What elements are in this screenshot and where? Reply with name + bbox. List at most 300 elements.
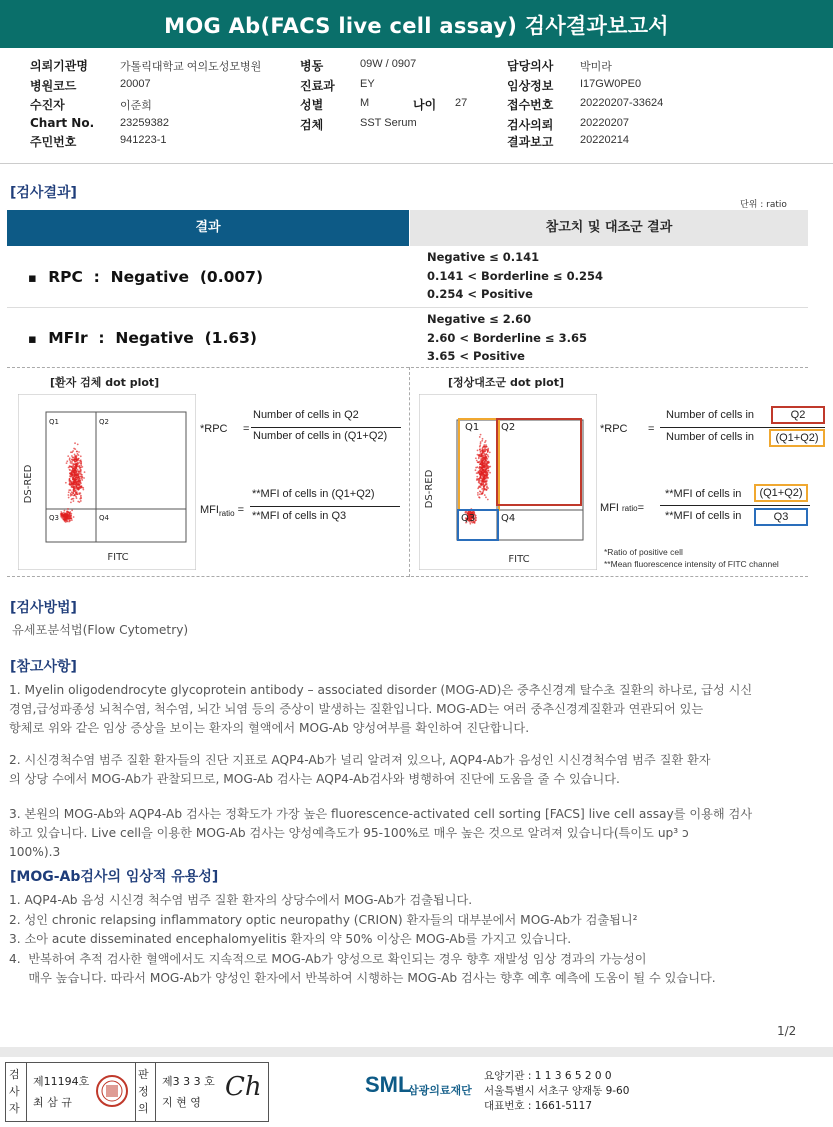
cell-dot (487, 470, 489, 472)
cell-dot (483, 457, 485, 459)
cell-dot (80, 495, 82, 497)
ctrl-rpc-numerator: Number of cells in (666, 409, 755, 421)
method-text: 유세포분석법(Flow Cytometry) (12, 623, 189, 637)
info-value: 박미라 (580, 61, 612, 73)
cell-dot (475, 467, 477, 469)
cell-dot (84, 471, 86, 473)
cell-dot (76, 497, 78, 499)
cell-dot (80, 500, 82, 502)
cell-dot (486, 485, 488, 487)
cell-dot (68, 491, 70, 493)
info-label: 검사의뢰 (507, 118, 554, 132)
cell-dot (476, 472, 478, 474)
info-label: 담당의사 (507, 59, 554, 73)
info-value: 09W / 0907 (360, 58, 417, 70)
cell-dot (486, 463, 488, 465)
info-label: 병원코드 (30, 79, 77, 93)
cell-dot (66, 517, 68, 519)
fraction-line (250, 506, 400, 507)
cell-dot (79, 465, 81, 467)
cell-dot (75, 461, 77, 463)
cell-dot (78, 492, 80, 494)
info-value: 941223-1 (120, 134, 167, 146)
cell-dot (71, 483, 73, 485)
cell-dot (65, 482, 67, 484)
cell-dot (485, 483, 487, 485)
cell-dot (482, 492, 484, 494)
cell-dot (489, 451, 491, 453)
cell-dot (484, 447, 486, 449)
cell-dot (69, 518, 71, 520)
cell-dot (74, 453, 76, 455)
note-ratio: *Ratio of positive cell (604, 547, 683, 557)
cell-dot (75, 456, 77, 458)
cell-dot (80, 455, 82, 457)
unit-label: 단위 : ratio (740, 200, 787, 210)
divider (7, 307, 808, 308)
address: 요양기관 : 1 1 3 6 5 2 0 0 서울특별시 서초구 양재동 9-60 대표번호 : 1661-5117 (484, 1070, 630, 1112)
cell-dot (69, 478, 71, 480)
notes-paragraph-2: 2. 시신경척수염 범주 질환 환자들의 진단 지표로 AQP4-Ab가 널리 알려져 있으나, AQP4-Ab가 음성인 시신경척수염 범주 질환 환자 의 상당 수에서 MOG-Ab가 관찰되므로, MOG-Ab 검사는 AQP4-Ab검사와 병행하여 진단에 도움을 줄 수 있습니다. (9, 753, 711, 786)
x-axis-label: FITC (107, 552, 129, 563)
fraction-line (660, 427, 825, 428)
cell-dot (480, 434, 482, 436)
cell-dot (487, 458, 489, 460)
cell-dot (481, 440, 483, 442)
cell-dot (71, 470, 73, 472)
cell-dot (482, 476, 484, 478)
cell-dot (483, 471, 485, 473)
info-value: 20220207-33624 (580, 97, 664, 109)
cell-dot (484, 480, 486, 482)
cell-dot (63, 514, 65, 516)
cell-dot (479, 463, 481, 465)
cell-dot (477, 449, 479, 451)
cell-dot (70, 514, 72, 516)
cell-dot (75, 485, 77, 487)
cell-dot (479, 497, 481, 499)
cell-dot (479, 436, 481, 438)
cell-dot (76, 451, 78, 453)
info-value: 20220207 (580, 117, 629, 129)
y-axis-label: DS-RED (23, 464, 34, 504)
control-plot-title: [정상대조군 dot plot] (448, 376, 564, 389)
info-label: 검체 (300, 118, 324, 132)
info-value: 20007 (120, 78, 151, 90)
info-label: 성별 (300, 98, 324, 112)
cell-dot (69, 513, 71, 515)
note-mfi: **Mean fluorescence intensity of FITC channel (604, 559, 779, 569)
footer-bar (0, 1047, 833, 1057)
cell-dot (72, 460, 74, 462)
cell-dot (487, 449, 489, 451)
rpc-denominator: Number of cells in (Q1+Q2) (253, 430, 388, 442)
patient-dot-plot (18, 394, 196, 570)
cell-dot (79, 498, 81, 500)
x-axis-label: FITC (508, 554, 530, 565)
cell-dot (68, 483, 70, 485)
cell-dot (478, 481, 480, 483)
cell-dot (484, 465, 486, 467)
cell-dot (487, 454, 489, 456)
cell-dot (74, 494, 76, 496)
cell-dot (478, 471, 480, 473)
cell-dot (74, 469, 76, 471)
cell-dot (75, 491, 77, 493)
rpc-formula-label: *RPC (200, 423, 228, 435)
y-axis-label: DS-RED (424, 469, 435, 509)
ctrl-rpc-denominator: Number of cells in (666, 431, 755, 443)
fraction-line (660, 505, 810, 506)
cell-dot (72, 476, 74, 478)
cell-dot (69, 469, 71, 471)
cell-dot (67, 455, 69, 457)
cell-dot (482, 438, 484, 440)
cell-dot (73, 500, 75, 502)
cell-dot (70, 489, 72, 491)
org-name: 삼광의료재단 (408, 1084, 472, 1097)
q3-label: Q3 (49, 514, 59, 522)
cell-dot (485, 444, 487, 446)
equals: = (243, 423, 250, 435)
cell-dot (78, 501, 80, 503)
sml-logo: SML (365, 1072, 412, 1097)
cell-dot (481, 470, 483, 472)
cell-dot (81, 479, 83, 481)
cell-dot (71, 463, 73, 465)
cell-dot (480, 443, 482, 445)
rpc-result: ▪ RPC : Negative (0.007) (28, 268, 264, 286)
cell-dot (73, 484, 75, 486)
cell-dot (65, 521, 67, 523)
cell-dot (77, 481, 79, 483)
cell-dot (485, 472, 487, 474)
cell-dot (480, 486, 482, 488)
info-label: 병동 (300, 59, 324, 73)
info-value: 이준희 (120, 100, 152, 112)
cell-dot (487, 487, 489, 489)
cell-dot (80, 486, 82, 488)
cell-dot (485, 496, 487, 498)
cell-dot (79, 467, 81, 469)
report-title: MOG Ab(FACS live cell assay) 검사결과보고서 (0, 0, 833, 48)
cell-dot (66, 511, 68, 513)
cell-dot (74, 474, 76, 476)
seal-icon (95, 1074, 129, 1108)
cell-dot (77, 488, 79, 490)
cell-dot (80, 461, 82, 463)
cell-dot (480, 454, 482, 456)
cell-dot (65, 519, 67, 521)
ctrl-mfi-label: MFI ratio= (600, 502, 645, 514)
cell-dot (70, 501, 72, 503)
cell-dot (484, 478, 486, 480)
cell-dot (480, 484, 482, 486)
info-label: 의뢰기관명 (30, 59, 88, 73)
signature: Ch (225, 1072, 262, 1102)
cell-dot (484, 494, 486, 496)
cell-dot (67, 494, 69, 496)
notes-paragraph-3: 3. 본원의 MOG-Ab와 AQP4-Ab 검사는 정확도가 가장 높은 fluorescence-activated cell sorting [FACS] live cell assay를 이용해 검사 하고 있습니다. Live cell을 이용한 MOG-Ab 검사는 양성예측도가 95-100%로 매우 높은 것으로 알려져 있습니다(특이도 up³ ↄ 100%).3 (9, 807, 753, 859)
page-number: 1/2 (777, 1024, 797, 1038)
cell-dot (486, 460, 488, 462)
cell-dot (480, 450, 482, 452)
cell-dot (477, 492, 479, 494)
cell-dot (63, 517, 65, 519)
cell-dot (484, 464, 486, 466)
q2-label: Q2 (99, 418, 109, 426)
cell-dot (71, 485, 73, 487)
cell-dot (480, 482, 482, 484)
cell-dot (482, 480, 484, 482)
cell-dot (476, 479, 478, 481)
cell-dot (481, 451, 483, 453)
ctrl-mfi-num-box: (Q1+Q2) (754, 484, 808, 502)
usefulness-list: 1. AQP4-Ab 음성 시신경 척수염 범주 질환 환자의 상당수에서 MOG-Ab가 검출됩니다. 2. 성인 chronic relapsing inflammatory optic neuropathy (CRION) 환자들의 대부분에서 MOG-Ab가 검출됩니² 3. 소아 acute disseminated encephalomyelitis 환자의 약 50% 이상은 MOG-Ab를 가지고 있습니다. 4. 반복하여 추적 검사한 혈액에서도 지속적으로 MOG-Ab가 양성으로 확인되는 경우 향후 재발성 임상 경과의 가능성이 매우 높습니다. 따라서 MOG-Ab가 양성인 환자에서 반복하여 시행하는 MOG-Ab 검사는 향후 예후 예측에 도움이 될 수 있습니다. (9, 893, 716, 985)
info-value: 가톨릭대학교 여의도성모병원 (120, 61, 262, 73)
cell-dot (485, 453, 487, 455)
result-header: 결과 (7, 210, 409, 246)
cell-dot (77, 475, 79, 477)
cell-dot (71, 474, 73, 476)
cell-dot (479, 445, 481, 447)
tester-label: 검 사 자 (9, 1068, 20, 1115)
reviewer-name: 지 현 영 (162, 1096, 201, 1109)
cell-dot (486, 475, 488, 477)
cell-dot (487, 448, 489, 450)
cell-dot (80, 473, 82, 475)
cell-dot (78, 451, 80, 453)
cell-dot (80, 464, 82, 466)
cell-dot (66, 462, 68, 464)
ctrl-mfi-denominator: **MFI of cells in (665, 510, 742, 522)
q4-label: Q4 (99, 514, 109, 522)
cell-dot (71, 509, 73, 511)
cell-dot (478, 456, 480, 458)
cell-dot (74, 442, 76, 444)
info-label: 임상정보 (507, 79, 554, 93)
cell-dot (79, 480, 81, 482)
cell-dot (61, 514, 63, 516)
divider (0, 163, 833, 164)
info-label: 나이 (413, 98, 437, 112)
ctrl-rpc-label: *RPC (600, 423, 628, 435)
cell-dot (78, 471, 80, 473)
info-value: EY (360, 78, 375, 90)
q3-label: Q3 (461, 513, 476, 524)
cell-dot (73, 448, 75, 450)
cell-dot (72, 479, 74, 481)
divider (135, 1062, 136, 1122)
mfi-denominator: **MFI of cells in Q3 (252, 510, 347, 522)
cell-dot (75, 468, 77, 470)
cell-dot (66, 514, 68, 516)
info-label: 결과보고 (507, 135, 554, 149)
info-value: I17GW0PE0 (580, 78, 642, 90)
info-label: 수진자 (30, 98, 65, 112)
info-label: 접수번호 (507, 98, 554, 112)
cell-dot (482, 463, 484, 465)
divider (26, 1062, 27, 1122)
q4-label: Q4 (501, 513, 516, 524)
cell-dot (76, 461, 78, 463)
cell-dot (479, 493, 481, 495)
notes-title: [참고사항] (10, 659, 77, 675)
cell-dot (82, 489, 84, 491)
cell-dot (75, 464, 77, 466)
cell-dot (77, 453, 79, 455)
cell-dot (481, 458, 483, 460)
q1-label: Q1 (465, 422, 480, 433)
info-value: 20220214 (580, 134, 629, 146)
cell-dot (487, 456, 489, 458)
cell-dot (64, 510, 66, 512)
cell-dot (72, 492, 74, 494)
cell-dot (81, 474, 83, 476)
cell-dot (479, 470, 481, 472)
cell-dot (69, 476, 71, 478)
ctrl-mfi-numerator: **MFI of cells in (665, 488, 742, 500)
cell-dot (480, 460, 482, 462)
cell-dot (486, 479, 488, 481)
cell-dot (481, 473, 483, 475)
cell-dot (483, 474, 485, 476)
cell-dot (70, 481, 72, 483)
plot-divider (409, 367, 410, 577)
cell-dot (475, 457, 477, 459)
results-title: [검사결과] (10, 185, 77, 201)
cell-dot (68, 467, 70, 469)
info-label: Chart No. (30, 116, 95, 130)
cell-dot (483, 488, 485, 490)
method-title: [검사방법] (10, 600, 77, 616)
cell-dot (70, 493, 72, 495)
mfir-reference: Negative ≤ 2.60 2.60 < Borderline ≤ 3.65 3.65 < Positive (427, 312, 587, 363)
cell-dot (76, 479, 78, 481)
cell-dot (72, 466, 74, 468)
cell-dot (71, 494, 73, 496)
cell-dot (66, 460, 68, 462)
cell-dot (478, 454, 480, 456)
cell-dot (480, 441, 482, 443)
cell-dot (77, 477, 79, 479)
info-label: 진료과 (300, 79, 335, 93)
cell-dot (70, 466, 72, 468)
cell-dot (79, 476, 81, 478)
cell-dot (477, 461, 479, 463)
mfi-formula-label: $MFI_{ratio}$ = (200, 504, 244, 519)
cell-dot (487, 466, 489, 468)
mfi-numerator: **MFI of cells in (Q1+Q2) (252, 488, 375, 500)
control-dot-plot (419, 394, 597, 570)
info-value: 27 (455, 97, 468, 109)
cell-dot (72, 468, 74, 470)
cell-dot (83, 477, 85, 479)
rpc-numerator: Number of cells in Q2 (253, 409, 359, 421)
info-value: M (360, 97, 370, 109)
cell-dot (480, 491, 482, 493)
ref-header: 참고치 및 대조군 결과 (410, 210, 808, 246)
info-value: SST Serum (360, 117, 417, 129)
cell-dot (75, 481, 77, 483)
cell-dot (487, 499, 489, 501)
ctrl-mfi-den-box: Q3 (754, 508, 808, 526)
info-label: 주민번호 (30, 135, 77, 149)
cell-dot (483, 483, 485, 485)
cell-dot (479, 482, 481, 484)
cell-dot (68, 521, 70, 523)
reviewer-license: 제3 3 3 호 (162, 1075, 215, 1088)
cell-dot (479, 467, 481, 469)
cell-dot (74, 488, 76, 490)
cell-dot (67, 508, 69, 510)
cell-dot (76, 472, 78, 474)
q2-label: Q2 (501, 422, 516, 433)
cell-dot (484, 441, 486, 443)
rpc-reference: Negative ≤ 0.141 0.141 < Borderline ≤ 0.254 0.254 < Positive (427, 250, 603, 301)
ctrl-q1q2-box: (Q1+Q2) (769, 429, 825, 447)
cell-dot (80, 469, 82, 471)
cell-dot (71, 491, 73, 493)
fraction-line (251, 427, 401, 428)
cell-dot (479, 473, 481, 475)
divider (155, 1062, 156, 1122)
cell-dot (75, 483, 77, 485)
cell-dot (73, 486, 75, 488)
patient-plot-title: [환자 검체 dot plot] (50, 376, 160, 389)
cell-dot (476, 476, 478, 478)
cell-dot (70, 451, 72, 453)
equals: = (648, 423, 655, 435)
mfir-result: ▪ MFIr : Negative (1.63) (28, 329, 258, 347)
cell-dot (77, 443, 79, 445)
cell-dot (71, 498, 73, 500)
cell-dot (475, 469, 477, 471)
cell-dot (73, 472, 75, 474)
cell-dot (477, 494, 479, 496)
ctrl-q2-box: Q2 (771, 406, 825, 424)
cell-dot (483, 452, 485, 454)
cell-dot (489, 472, 491, 474)
cell-dot (73, 516, 75, 518)
usefulness-title: [MOG-Ab검사의 임상적 유용성] (10, 869, 219, 885)
cell-dot (476, 460, 478, 462)
cell-dot (477, 487, 479, 489)
cell-dot (486, 446, 488, 448)
cell-dot (80, 463, 82, 465)
tester-license: 제11194호 (33, 1075, 90, 1088)
cell-dot (68, 497, 70, 499)
info-value: 23259382 (120, 117, 169, 129)
reviewer-label: 판 정 의 (138, 1068, 149, 1115)
cell-dot (479, 479, 481, 481)
cell-dot (77, 493, 79, 495)
tester-name: 최 삼 규 (33, 1096, 72, 1109)
cell-dot (485, 456, 487, 458)
notes-paragraph-1: 1. Myelin oligodendrocyte glycoprotein antibody – associated disorder (MOG-AD)은 중추신경계 탈수초 질환의 하나로, 급성 시신 경염,급성파종성 뇌척수염, 척수염, 뇌간 뇌염 등의 증상이 발생하는 질환입니다. MOG-AD는 여러 중추신경계질환과 연관되어 있는 항체로 위와 같은 임상 증상을 보이는 환자의 혈액에서 MOG-Ab 양성여부를 확인하여 진단합니다. (9, 683, 753, 735)
cell-dot (481, 448, 483, 450)
cell-dot (482, 490, 484, 492)
cell-dot (63, 519, 65, 521)
cell-dot (482, 465, 484, 467)
cell-dot (485, 489, 487, 491)
cell-dot (485, 469, 487, 471)
cell-dot (61, 512, 63, 514)
cell-dot (71, 519, 73, 521)
cell-dot (69, 459, 71, 461)
cell-dot (76, 459, 78, 461)
q1-label: Q1 (49, 418, 59, 426)
